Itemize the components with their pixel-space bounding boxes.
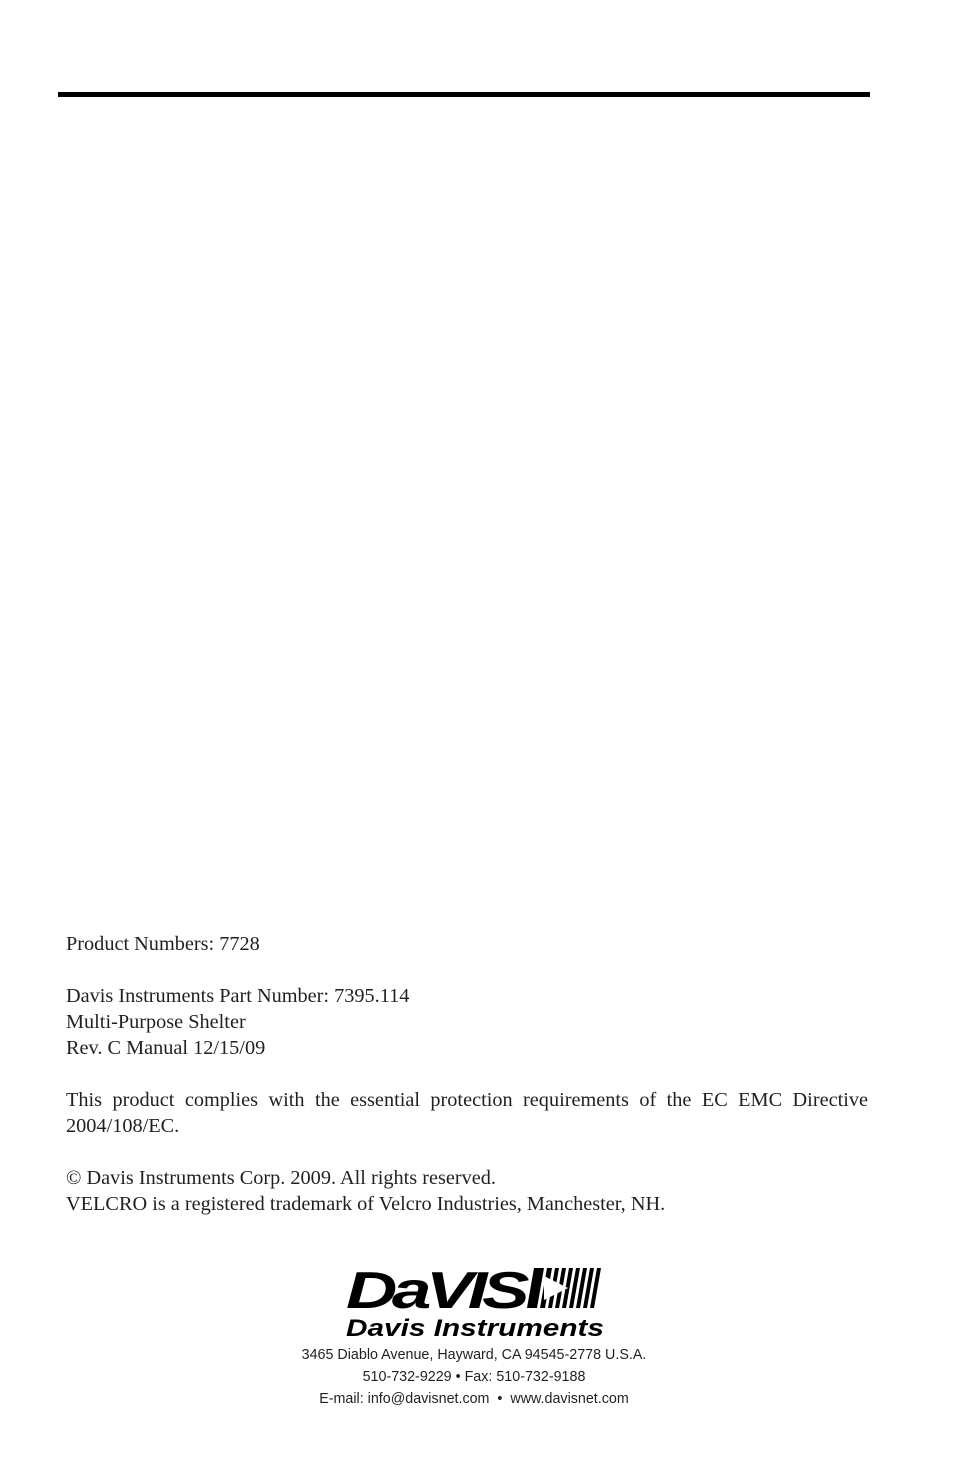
company-address	[200, 1344, 748, 1410]
logo-company-name: Davis Instruments	[346, 1315, 604, 1340]
document-info	[66, 931, 868, 1217]
top-rule	[58, 92, 870, 97]
street-address: 3465 Diablo Avenue, Hayward, CA 94545-2778 U.S.A.	[301, 1347, 647, 1363]
product-numbers: Product Numbers: 7728	[66, 933, 260, 955]
compliance-statement: This product complies with the essential protection requirements of the EC EMC Directive 2004/108/EC.	[66, 1089, 868, 1137]
product-name: Multi-Purpose Shelter	[66, 1011, 246, 1033]
logo-speed-stripes	[527, 1268, 602, 1308]
phone-fax: 510-732-9229 • Fax: 510-732-9188	[362, 1369, 586, 1385]
davis-logo-icon	[344, 1264, 606, 1340]
revision: Rev. C Manual 12/15/09	[66, 1037, 266, 1059]
trademark-notice: VELCRO is a registered trademark of Velcro Industries, Manchester, NH.	[66, 1193, 666, 1215]
email-website: E-mail: info@davisnet.com • www.davisnet.com	[319, 1391, 629, 1407]
logo-wordmark: DaVIS	[346, 1264, 530, 1320]
copyright: © Davis Instruments Corp. 2009. All rights reserved.	[66, 1167, 496, 1189]
part-number: Davis Instruments Part Number: 7395.114	[66, 985, 410, 1007]
